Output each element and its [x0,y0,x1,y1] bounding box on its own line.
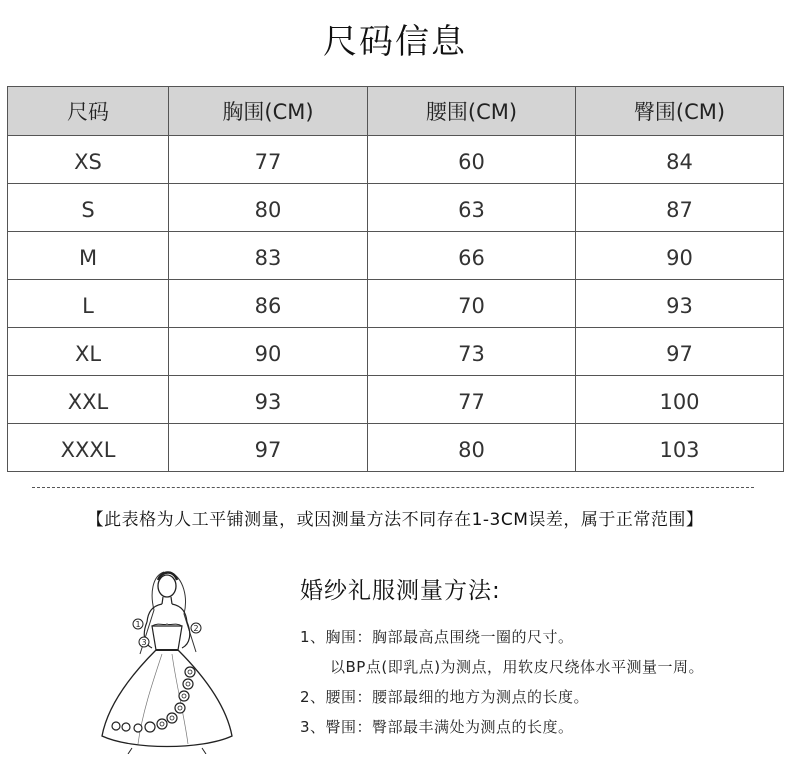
cell-bust: 97 [169,424,368,472]
cell-hip: 84 [576,136,784,184]
table-row [8,232,784,280]
cell-waist: 77 [368,376,576,424]
cell-size: XL [8,328,169,376]
table-row [8,328,784,376]
header-hip: 臀围(CM) [576,87,784,136]
cell-bust: 77 [169,136,368,184]
measurement-markers [133,619,201,647]
marker-2: 2 [193,624,199,633]
marker-1: 1 [135,620,141,629]
marker-3: 3 [141,638,147,647]
guide-line-waist: 2、腰围：腰部最细的地方为测点的长度。 [300,688,590,706]
guide-line-bust: 1、胸围：胸部最高点围绕一圈的尺寸。 [300,628,574,646]
header-size: 尺码 [8,87,169,136]
cell-waist: 80 [368,424,576,472]
dashed-divider [32,487,754,488]
table-header-row [8,87,784,136]
table-row [8,376,784,424]
cell-size: XXL [8,376,169,424]
guide-title: 婚纱礼服测量方法: [300,578,501,604]
cell-bust: 86 [169,280,368,328]
cell-size: L [8,280,169,328]
cell-waist: 66 [368,232,576,280]
cell-hip: 93 [576,280,784,328]
measurement-note: 【此表格为人工平铺测量，或因测量方法不同存在1-3CM误差，属于正常范围】 [86,510,704,530]
cell-size: S [8,184,169,232]
cell-hip: 87 [576,184,784,232]
guide-line-hip: 3、臀围：臀部最丰满处为测点的长度。 [300,718,574,736]
wedding-dress-figure [92,564,242,754]
header-waist: 腰围(CM) [368,87,576,136]
cell-hip: 90 [576,232,784,280]
header-bust: 胸围(CM) [169,87,368,136]
table-row [8,136,784,184]
table-row [8,424,784,472]
table-row [8,184,784,232]
table-row [8,280,784,328]
cell-bust: 93 [169,376,368,424]
cell-bust: 90 [169,328,368,376]
cell-waist: 60 [368,136,576,184]
cell-waist: 63 [368,184,576,232]
cell-bust: 83 [169,232,368,280]
guide-line-bust-detail: 以BP点(即乳点)为测点，用软皮尺绕体水平测量一周。 [330,658,705,676]
cell-hip: 103 [576,424,784,472]
cell-bust: 80 [169,184,368,232]
cell-size: XS [8,136,169,184]
cell-hip: 100 [576,376,784,424]
cell-hip: 97 [576,328,784,376]
cell-size: M [8,232,169,280]
cell-size: XXXL [8,424,169,472]
cell-waist: 70 [368,280,576,328]
size-table [7,86,784,472]
page-title: 尺码信息 [323,22,467,62]
cell-waist: 73 [368,328,576,376]
